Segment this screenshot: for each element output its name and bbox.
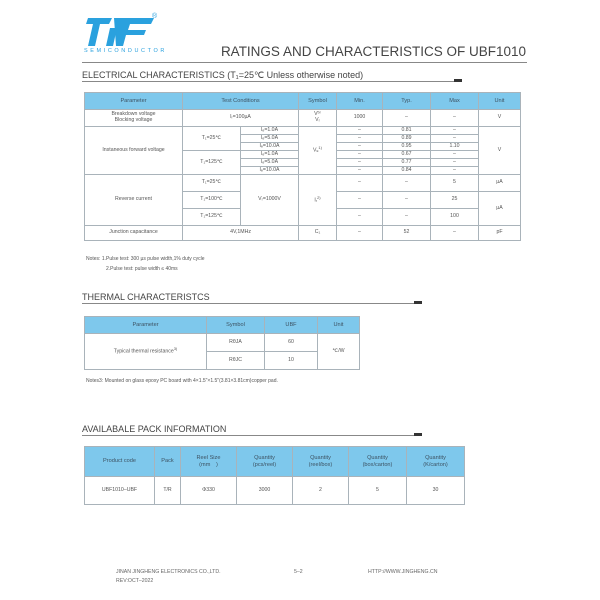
forward-cond: Iₑ=10.0A [241, 167, 299, 175]
capacitance-parameter: Junction capacitance [85, 226, 183, 241]
reverse-unit: µA [479, 175, 521, 192]
thermal-title-marker [414, 301, 422, 304]
breakdown-symbol: Vᵇʳ Vᵣ [299, 110, 337, 127]
thermal-symbol: RθJC [207, 352, 265, 370]
page-title: RATINGS AND CHARACTERISTICS OF UBF1010 [220, 44, 526, 59]
forward-cond: Iₑ=1.0A [241, 151, 299, 159]
reverse-unit: µA [479, 192, 521, 226]
breakdown-unit: V [479, 110, 521, 127]
col-max: Max [431, 93, 479, 110]
thermal-section-title: THERMAL CHARACTERISTCS [82, 292, 210, 302]
col-min: Min. [337, 93, 383, 110]
reverse-parameter: Reverse current [85, 175, 183, 226]
footer-page-number: 5–2 [294, 569, 303, 575]
breakdown-typ: – [383, 110, 431, 127]
footer-revision: REV:OCT–2022 [116, 578, 154, 584]
col-unit: Unit [479, 93, 521, 110]
reverse-symbol: Iᵣ$^{2)}$ [299, 175, 337, 226]
forward-typ: 0.89 [383, 135, 431, 143]
forward-max: – [431, 135, 479, 143]
reverse-max: 5 [431, 175, 479, 192]
forward-min: – [337, 167, 383, 175]
reverse-row [85, 175, 521, 192]
capacitance-typ: 52 [383, 226, 431, 241]
company-subtitle: SEMICONDUCTOR [84, 48, 167, 54]
thermal-col-unit: Unit [318, 317, 360, 334]
pack-reel-size: Φ330 [181, 477, 237, 505]
col-parameter: Parameter [85, 93, 183, 110]
thermal-header-row [85, 317, 360, 334]
forward-max: 1.10 [431, 143, 479, 151]
reverse-typ: – [383, 209, 431, 226]
reverse-temp: T₁=100℃ [183, 192, 241, 209]
forward-typ: 0.67 [383, 151, 431, 159]
breakdown-min: 1000 [337, 110, 383, 127]
reverse-min: – [337, 175, 383, 192]
forward-typ: 0.84 [383, 167, 431, 175]
reverse-max: 25 [431, 192, 479, 209]
thermal-col-ubf: UBF [265, 317, 318, 334]
pack-col-reel-size: Reel Size (mm ) [181, 447, 237, 477]
forward-temp-25: T₁=25℃ [183, 127, 241, 151]
forward-cond: Iₑ=1.0A [241, 127, 299, 135]
pack-title-rule [82, 435, 422, 436]
breakdown-max: – [431, 110, 479, 127]
pack-title-marker [414, 433, 422, 436]
forward-max: – [431, 159, 479, 167]
thermal-title-rule [82, 303, 422, 304]
thermal-unit: ℃/W [318, 334, 360, 370]
pack-table [84, 446, 465, 505]
pack-col-pack: Pack [155, 447, 181, 477]
thermal-col-parameter: Parameter [85, 317, 207, 334]
electrical-table [84, 92, 521, 241]
forward-typ: 0.77 [383, 159, 431, 167]
pack-k-carton: 30 [407, 477, 465, 505]
footer-company: JINAN JINGHENG ELECTRONICS CO.,LTD. [116, 569, 221, 575]
pack-type: T/R [155, 477, 181, 505]
thermal-symbol: RθJA [207, 334, 265, 352]
forward-unit: V [479, 127, 521, 175]
reverse-typ: – [383, 192, 431, 209]
thermal-value: 60 [265, 334, 318, 352]
registered-mark: ® [152, 13, 158, 20]
thermal-row [85, 334, 360, 352]
breakdown-parameter: Breakdown voltage Blocking voltage [85, 110, 183, 127]
pack-product-code: UBF1010–UBF [85, 477, 155, 505]
forward-min: – [337, 159, 383, 167]
forward-typ: 0.81 [383, 127, 431, 135]
header-rule [82, 62, 527, 63]
forward-symbol: Vₑ$^{1)}$ [299, 127, 337, 175]
electrical-note-2: 2.Pulse test: pulse width ≤ 40ms [106, 266, 178, 272]
pack-reel-box: 2 [293, 477, 349, 505]
thermal-table [84, 316, 360, 370]
pack-col-pcs-reel: Quantity (pcs/reel) [237, 447, 293, 477]
forward-parameter: Instaneous forward voltage [85, 127, 183, 175]
forward-min: – [337, 127, 383, 135]
forward-row [85, 127, 521, 135]
footer-url[interactable]: HTTP://WWW.JINGHENG.CN [368, 569, 438, 575]
electrical-header-row [85, 93, 521, 110]
capacitance-unit: pF [479, 226, 521, 241]
pack-col-reel-box: Quantity (reel/box) [293, 447, 349, 477]
thermal-value: 10 [265, 352, 318, 370]
capacitance-max: – [431, 226, 479, 241]
thermal-col-symbol: Symbol [207, 317, 265, 334]
forward-cond: Iₑ=5.0A [241, 159, 299, 167]
electrical-section-title: ELECTRICAL CHARACTERISTICS (T₁=25℃ Unless otherwise noted) [82, 70, 364, 80]
forward-typ: 0.95 [383, 143, 431, 151]
breakdown-row [85, 110, 521, 127]
reverse-temp: T₁=25℃ [183, 175, 241, 192]
reverse-typ: – [383, 175, 431, 192]
reverse-max: 100 [431, 209, 479, 226]
reverse-temp: T₁=125℃ [183, 209, 241, 226]
forward-temp-125: T₁=125℃ [183, 151, 241, 175]
col-typ: Typ. [383, 93, 431, 110]
forward-min: – [337, 135, 383, 143]
capacitance-condition: 4V,1MHz [183, 226, 299, 241]
thermal-note: Notes3: Mounted on glass epoxy PC board with 4×1.5"×1.5"(3.81×3.81cm)copper pad. [86, 378, 278, 384]
thermal-parameter: Typical thermal resistance$^{3)}$ [85, 334, 207, 370]
capacitance-symbol: C₁ [299, 226, 337, 241]
pack-col-k-carton: Quantity (K/carton) [407, 447, 465, 477]
forward-min: – [337, 151, 383, 159]
forward-cond: Iₑ=5.0A [241, 135, 299, 143]
pack-box-carton: 5 [349, 477, 407, 505]
reverse-min: – [337, 209, 383, 226]
forward-max: – [431, 127, 479, 135]
forward-max: – [431, 151, 479, 159]
pack-pcs-reel: 3000 [237, 477, 293, 505]
reverse-min: – [337, 192, 383, 209]
forward-max: – [431, 167, 479, 175]
capacitance-row [85, 226, 521, 241]
reverse-voltage: Vᵣ=1000V [241, 175, 299, 226]
pack-col-box-carton: Quantity (box/carton) [349, 447, 407, 477]
capacitance-min: – [337, 226, 383, 241]
company-logo [86, 16, 156, 48]
forward-min: – [337, 143, 383, 151]
breakdown-condition: Iᵣ=100µA [183, 110, 299, 127]
pack-col-product-code: Product code [85, 447, 155, 477]
col-symbol: Symbol [299, 93, 337, 110]
pack-header-row [85, 447, 465, 477]
pack-row [85, 477, 465, 505]
pack-section-title: AVAILABALE PACK INFORMATION [82, 424, 227, 434]
electrical-note-1: Notes: 1.Pulse test: 300 µs pulse width,1% duty cycle [86, 256, 205, 262]
electrical-title-marker [454, 79, 462, 82]
forward-cond: Iₑ=10.0A [241, 143, 299, 151]
electrical-title-rule [82, 81, 462, 82]
col-test-conditions: Test Conditions [183, 93, 299, 110]
